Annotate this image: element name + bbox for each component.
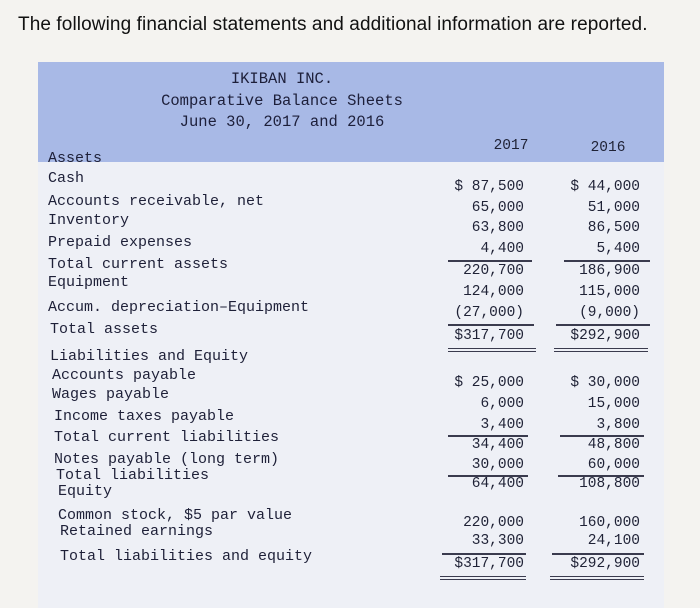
- value-2016-wages-payable: 15,000: [587, 396, 640, 412]
- value-2016-accum-depreciation: (9,000): [579, 305, 640, 321]
- value-2016-total-liabilities-and-equity: $292,900: [570, 556, 640, 572]
- column-header-2017: 2017: [493, 138, 529, 154]
- double-rule-2016-total-le: [550, 576, 644, 580]
- value-2017-total-liabilities-and-equity: $317,700: [454, 556, 524, 572]
- value-2017-accounts-receivable: 65,000: [471, 200, 524, 216]
- label-total-assets: Total assets: [50, 321, 159, 338]
- value-2017-retained-earnings: 33,300: [471, 533, 524, 549]
- value-2016-total-current-assets: 186,900: [579, 263, 640, 279]
- double-rule-2017-total-le: [440, 576, 526, 580]
- label-income-taxes-payable: Income taxes payable: [54, 408, 235, 425]
- value-2017-cash: $ 87,500: [454, 179, 524, 195]
- statement-title: Comparative Balance Sheets: [161, 92, 403, 110]
- value-2016-retained-earnings: 24,100: [587, 533, 640, 549]
- label-total-liabilities: Total liabilities: [56, 467, 210, 484]
- balance-sheet: [38, 62, 664, 608]
- intro-text: The following financial statements and additional information are reported.: [18, 14, 648, 35]
- company-name: IKIBAN INC.: [230, 70, 334, 88]
- label-notes-payable: Notes payable (long term): [54, 451, 280, 468]
- label-common-stock: Common stock, $5 par value: [58, 507, 293, 524]
- value-2017-equipment: 124,000: [463, 284, 524, 300]
- value-2017-accounts-payable: $ 25,000: [454, 375, 524, 391]
- value-2017-inventory: 63,800: [471, 220, 524, 236]
- label-accounts-payable: Accounts payable: [52, 367, 197, 384]
- subtotal-rule-2017-assets: [448, 260, 532, 262]
- label-wages-payable: Wages payable: [52, 386, 170, 403]
- value-2016-total-assets: $292,900: [570, 328, 640, 344]
- value-2016-cash: $ 44,000: [570, 179, 640, 195]
- subtotal-rule-2017-equipment: [448, 324, 534, 326]
- label-total-current-liabilities: Total current liabilities: [54, 429, 280, 446]
- value-2017-total-current-liabilities: 34,400: [471, 437, 524, 453]
- value-2016-accounts-payable: $ 30,000: [570, 375, 640, 391]
- subtotal-rule-2016-assets: [564, 260, 650, 262]
- double-rule-2017-total-assets: [448, 348, 536, 352]
- subtotal-rule-2017-equity: [442, 553, 526, 555]
- subtotal-rule-2016-equity: [552, 553, 644, 555]
- value-2017-notes-payable: 30,000: [471, 457, 524, 473]
- label-equity: Equity: [58, 483, 113, 500]
- value-2016-common-stock: 160,000: [579, 515, 640, 531]
- value-2017-total-current-assets: 220,700: [463, 263, 524, 279]
- label-accounts-receivable: Accounts receivable, net: [48, 193, 265, 210]
- value-2017-prepaid-expenses: 4,400: [480, 241, 524, 257]
- label-inventory: Inventory: [48, 212, 130, 229]
- value-2017-total-assets: $317,700: [454, 328, 524, 344]
- value-2016-income-taxes-payable: 3,800: [596, 417, 640, 433]
- label-total-liabilities-and-equity: Total liabilities and equity: [60, 548, 313, 565]
- label-cash: Cash: [48, 170, 85, 187]
- label-liabilities-and-equity: Liabilities and Equity: [50, 348, 249, 365]
- column-header-2016: 2016: [590, 140, 626, 156]
- value-2017-total-liabilities: 64,400: [471, 476, 524, 492]
- value-2017-wages-payable: 6,000: [480, 396, 524, 412]
- label-retained-earnings: Retained earnings: [60, 523, 214, 540]
- value-2017-income-taxes-payable: 3,400: [480, 417, 524, 433]
- value-2017-accum-depreciation: (27,000): [454, 305, 524, 321]
- label-prepaid-expenses: Prepaid expenses: [48, 234, 193, 251]
- label-equipment: Equipment: [48, 274, 130, 291]
- value-2016-accounts-receivable: 51,000: [587, 200, 640, 216]
- value-2016-inventory: 86,500: [587, 220, 640, 236]
- label-total-current-assets: Total current assets: [48, 256, 229, 273]
- value-2017-common-stock: 220,000: [463, 515, 524, 531]
- double-rule-2016-total-assets: [554, 348, 648, 352]
- value-2016-total-liabilities: 108,800: [579, 476, 640, 492]
- value-2016-equipment: 115,000: [579, 284, 640, 300]
- subtotal-rule-2016-equipment: [556, 324, 650, 326]
- value-2016-prepaid-expenses: 5,400: [596, 241, 640, 257]
- label-accum-depreciation: Accum. depreciation–Equipment: [48, 299, 310, 316]
- value-2016-total-current-liabilities: 48,800: [587, 437, 640, 453]
- statement-date: June 30, 2017 and 2016: [179, 113, 385, 131]
- value-2016-notes-payable: 60,000: [587, 457, 640, 473]
- label-assets: Assets: [48, 150, 103, 167]
